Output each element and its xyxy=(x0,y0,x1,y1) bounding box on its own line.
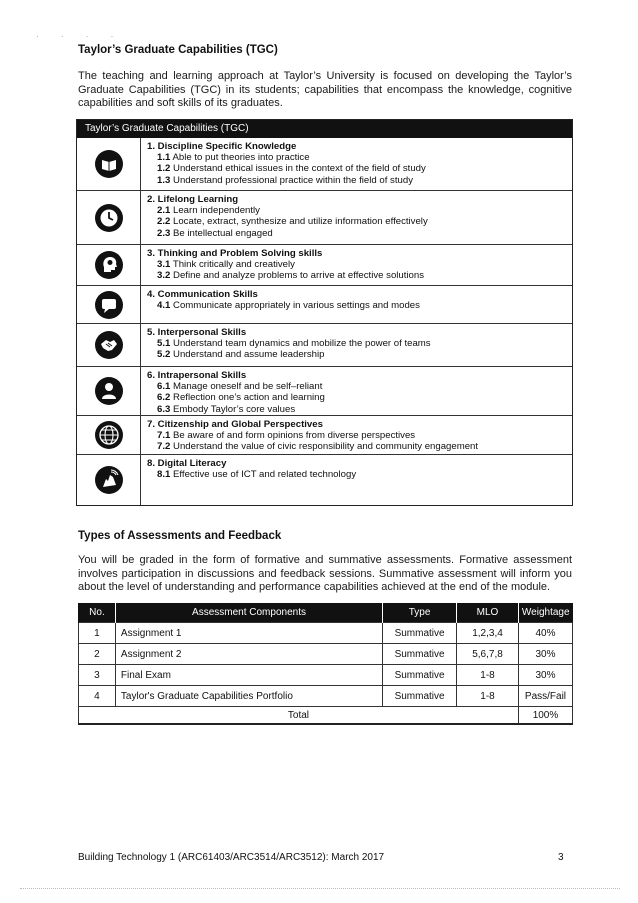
tgc-item-number: 1.1 xyxy=(157,152,171,164)
tgc-item-text: Learn independently xyxy=(173,205,260,217)
tgc-capability-item xyxy=(147,404,325,415)
cell-type: Summative xyxy=(383,623,457,644)
tgc-item-text: Understand team dynamics and mobilize the power of teams xyxy=(173,338,431,350)
tgc-table-header: Taylor’s Graduate Capabilities (TGC) xyxy=(77,120,572,138)
tgc-capability-title: 7. Citizenship and Global Perspectives xyxy=(147,419,323,430)
tgc-heading: Taylor’s Graduate Capabilities (TGC) xyxy=(78,44,278,56)
tgc-item-text: Define and analyze problems to arrive at effective solutions xyxy=(173,270,425,282)
person-icon xyxy=(77,367,141,415)
cell-mlo: 5,6,7,8 xyxy=(457,644,519,665)
tgc-item-number: 1.3 xyxy=(157,174,171,186)
table-row xyxy=(79,665,573,686)
tgc-capability-title: 2. Lifelong Learning xyxy=(147,194,239,205)
table-row xyxy=(79,644,573,665)
tgc-item-number: 5.2 xyxy=(157,349,171,361)
tgc-item-text: Embody Taylor’s core values xyxy=(173,403,296,415)
tgc-row xyxy=(77,190,572,244)
tgc-row xyxy=(77,244,572,285)
total-row xyxy=(79,707,573,725)
tgc-item-number: 3.2 xyxy=(157,270,171,282)
col-header-no: No. xyxy=(79,603,116,623)
tgc-item-number: 3.1 xyxy=(157,259,171,271)
handshake-icon xyxy=(77,324,141,366)
tgc-capability-title: 3. Thinking and Problem Solving skills xyxy=(147,248,323,259)
tgc-item-text: Manage oneself and be self–reliant xyxy=(173,381,323,393)
page-number: 3 xyxy=(558,852,564,863)
page-footer: Building Technology 1 (ARC61403/ARC3514/ARC3512): March 2017 xyxy=(78,852,385,863)
cell-no: 2 xyxy=(79,644,116,665)
cell-weightage: 30% xyxy=(518,644,572,665)
cell-mlo: 1-8 xyxy=(457,665,519,686)
tgc-capability-item xyxy=(147,430,478,441)
tgc-capability-item xyxy=(147,338,431,349)
col-header-component: Assessment Components xyxy=(115,603,382,623)
tgc-row-text xyxy=(141,191,434,244)
cell-mlo: 1,2,3,4 xyxy=(457,623,519,644)
tgc-item-text: Able to put theories into practice xyxy=(172,152,310,164)
head-gear-icon xyxy=(77,245,141,285)
tgc-item-number: 8.1 xyxy=(157,469,171,481)
tgc-capability-title: 6. Intrapersonal Skills xyxy=(147,370,247,381)
tgc-capability-item xyxy=(147,392,325,403)
tgc-capability-item xyxy=(147,469,356,480)
tgc-capability-title: 4. Communication Skills xyxy=(147,289,258,300)
tgc-item-number: 2.1 xyxy=(157,205,171,217)
assessment-intro: You will be graded in the form of formative and summative assessments. Formative assessment involves participation in discussions and feedback sessions. Summative assessment will inform you about the level of understanding and performance capabilities achieved at the end of the module. xyxy=(78,554,572,593)
tgc-item-number: 2.2 xyxy=(157,216,171,228)
tgc-capability-item xyxy=(147,300,420,311)
tgc-item-text: Understand ethical issues in the context of the field of study xyxy=(173,163,426,175)
tgc-row xyxy=(77,366,572,415)
clock-icon xyxy=(77,191,141,244)
tgc-item-text: Be intellectual engaged xyxy=(173,227,273,239)
tgc-capability-item xyxy=(147,441,478,452)
assessment-table-body xyxy=(79,623,573,725)
tgc-item-number: 6.1 xyxy=(157,381,171,393)
tgc-item-number: 6.3 xyxy=(157,403,171,415)
col-header-weightage: Weightage xyxy=(518,603,572,623)
cell-weightage: Pass/Fail xyxy=(518,686,572,707)
cell-component: Final Exam xyxy=(115,665,382,686)
cell-no: 3 xyxy=(79,665,116,686)
cell-component: Taylor's Graduate Capabilities Portfolio xyxy=(115,686,382,707)
tgc-item-number: 7.1 xyxy=(157,430,171,442)
cell-component: Assignment 1 xyxy=(115,623,382,644)
tgc-row-text xyxy=(141,245,430,285)
tgc-item-number: 2.3 xyxy=(157,227,171,239)
cell-weightage: 40% xyxy=(518,623,572,644)
tgc-capability-item xyxy=(147,259,424,270)
assessment-table xyxy=(78,603,573,725)
tgc-capability-item xyxy=(147,216,428,227)
scan-specks: · · · · xyxy=(36,32,124,41)
tgc-capability-title: 5. Interpersonal Skills xyxy=(147,327,247,338)
tgc-capability-item xyxy=(147,152,426,163)
cell-no: 1 xyxy=(79,623,116,644)
tgc-row xyxy=(77,138,572,190)
tgc-capability-item xyxy=(147,270,424,281)
tgc-row-text xyxy=(141,416,484,454)
cell-type: Summative xyxy=(383,665,457,686)
tgc-row-text xyxy=(141,286,426,323)
table-row xyxy=(79,623,573,644)
tgc-table xyxy=(76,119,573,506)
tgc-capability-title: 1. Discipline Specific Knowledge xyxy=(147,141,297,152)
tgc-table-body xyxy=(77,138,572,505)
tgc-item-text: Understand professional practice within the field of study xyxy=(173,174,413,186)
tgc-item-number: 5.1 xyxy=(157,338,171,350)
col-header-type: Type xyxy=(383,603,457,623)
tgc-item-text: Understand and assume leadership xyxy=(173,349,325,361)
tgc-capability-item xyxy=(147,349,431,360)
cell-component: Assignment 2 xyxy=(115,644,382,665)
tgc-row xyxy=(77,415,572,454)
tgc-capability-item xyxy=(147,381,325,392)
tgc-row xyxy=(77,323,572,366)
tgc-row-text xyxy=(141,138,432,190)
total-label: Total xyxy=(79,707,519,725)
globe-icon xyxy=(77,416,141,454)
tgc-item-text: Understand the value of civic responsibility and community engagement xyxy=(173,441,479,453)
table-row xyxy=(79,686,573,707)
tgc-row-text xyxy=(141,324,437,366)
speech-bubble-icon xyxy=(77,286,141,323)
tgc-item-number: 6.2 xyxy=(157,392,171,404)
tgc-item-text: Be aware of and form opinions from diverse perspectives xyxy=(173,430,416,442)
tgc-item-text: Reflection one’s action and learning xyxy=(173,392,325,404)
tgc-item-number: 7.2 xyxy=(157,441,171,453)
book-icon xyxy=(77,138,141,190)
cell-type: Summative xyxy=(383,644,457,665)
tgc-intro: The teaching and learning approach at Taylor’s University is focused on developing the Taylor’s Graduate Capabilities (TGC) in its students; capabilities that encompass the knowledge, cognitive capabilities and soft skills of its graduates. xyxy=(78,70,572,109)
tgc-row xyxy=(77,454,572,505)
tgc-item-text: Locate, extract, synthesize and utilize information effectively xyxy=(173,216,428,228)
tgc-capability-item xyxy=(147,163,426,174)
col-header-mlo: MLO xyxy=(457,603,519,623)
cell-no: 4 xyxy=(79,686,116,707)
scan-edge-line xyxy=(20,888,620,890)
tgc-item-text: Think critically and creatively xyxy=(172,259,295,271)
tgc-capability-item xyxy=(147,175,426,186)
tgc-capability-item xyxy=(147,205,428,216)
tgc-item-number: 1.2 xyxy=(157,163,171,175)
cell-type: Summative xyxy=(383,686,457,707)
digital-hand-icon xyxy=(77,455,141,505)
assessment-table-header-row xyxy=(79,603,573,623)
tgc-capability-title: 8. Digital Literacy xyxy=(147,458,227,469)
tgc-capability-item xyxy=(147,228,428,239)
total-value: 100% xyxy=(518,707,572,725)
assessment-heading: Types of Assessments and Feedback xyxy=(78,530,282,542)
tgc-item-number: 4.1 xyxy=(157,300,171,312)
tgc-row xyxy=(77,285,572,323)
tgc-row-text xyxy=(141,455,362,505)
cell-weightage: 30% xyxy=(518,665,572,686)
tgc-item-text: Communicate appropriately in various settings and modes xyxy=(173,300,420,312)
tgc-row-text xyxy=(141,367,331,415)
tgc-item-text: Effective use of ICT and related technology xyxy=(173,469,357,481)
cell-mlo: 1-8 xyxy=(457,686,519,707)
